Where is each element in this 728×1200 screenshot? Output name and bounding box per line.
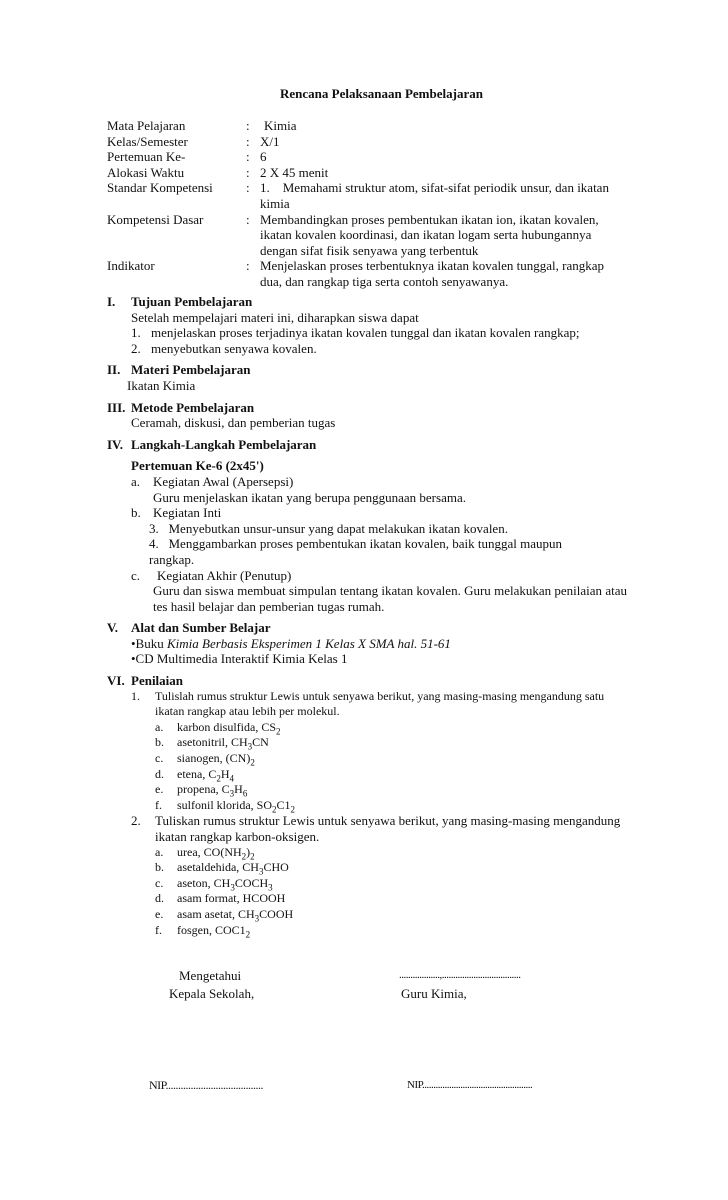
section-body-objectives [107, 310, 627, 357]
question-options [131, 720, 627, 814]
section-heading-assessment [107, 673, 627, 689]
section-body-material: Ikatan Kimia [127, 377, 196, 393]
option-item: b. asetonitril, $CH_3CN$ [155, 735, 269, 752]
objectives-intro: Setelah mempelajari materi ini, diharapkan siswa dapat [131, 309, 419, 325]
section-title: Materi Pembelajaran [131, 362, 251, 378]
info-label: Alokasi Waktu [107, 164, 185, 180]
section-number: V. [107, 620, 118, 636]
list-text: menyebutkan senyawa kovalen. [151, 340, 317, 356]
info-colon: : [246, 164, 250, 180]
document-title: Rencana Pelaksanaan Pembelajaran [280, 86, 483, 101]
question-number: 1. [131, 688, 140, 703]
info-label: Indikator [107, 258, 155, 274]
option-item: d. asam format, HCOOH [155, 891, 286, 906]
info-value: X/1 [260, 133, 280, 149]
info-colon: : [246, 211, 250, 227]
option-item: c. aseton, $CH_3COCH_3$ [155, 875, 273, 893]
list-number: 2. [131, 340, 141, 356]
activity-core [131, 505, 627, 521]
resource-item [131, 636, 627, 652]
place-date-line: ..................,................................... [399, 969, 521, 981]
info-value: 2 X 45 menit [260, 164, 329, 180]
list-item [131, 341, 627, 357]
option-item: d. etena, $C_2H_4$ [155, 766, 234, 784]
section-body-resources [107, 636, 627, 667]
info-label: Kelas/Semester [107, 133, 188, 149]
section-heading-method [107, 400, 627, 416]
info-row-competence [107, 212, 627, 259]
question [131, 813, 627, 844]
section-heading-objectives [107, 294, 627, 310]
activity-title: Kegiatan Inti [153, 505, 222, 521]
teacher-nip: NIP................................................. [407, 1079, 533, 1091]
activity-closing [131, 568, 627, 584]
section-body-steps [107, 452, 627, 614]
section-number: IV. [107, 436, 124, 452]
section-title: Alat dan Sumber Belajar [131, 620, 271, 636]
option-item: a. karbon disulfida, $CS_2$ [155, 719, 281, 737]
activity-title: Kegiatan Awal (Apersepsi) [153, 473, 294, 489]
option-item: e. propena, $C_3H_6$ [155, 782, 248, 799]
info-row-indicator [107, 258, 627, 289]
question-text: Tulislah rumus struktur Lewis untuk senyawa berikut, yang masing-masing mengandung satu ikatan rangkap atau lebih per molekul. [155, 688, 605, 719]
list-text: menjelaskan proses terjadinya ikatan kovalen tunggal dan ikatan kovalen rangkap; [151, 325, 580, 341]
info-row-subject [107, 118, 627, 134]
info-row-standard [107, 180, 627, 211]
section-body-assessment [107, 689, 627, 939]
list-number: 1. [131, 325, 141, 341]
section-title: Tujuan Pembelajaran [131, 294, 253, 309]
info-label: Kompetensi Dasar [107, 211, 204, 227]
info-label: Pertemuan Ke- [107, 149, 186, 165]
info-colon: : [246, 149, 250, 165]
activity-opening [131, 474, 627, 490]
info-value: 6 [260, 149, 267, 165]
meeting-heading: Pertemuan Ke-6 (2x45') [131, 458, 264, 474]
principal-acknowledge: Mengetahui [179, 968, 242, 983]
activity-text: Guru dan siswa membuat simpulan tentang ikatan kovalen. Guru melakukan penilaian atau tes hasil belajar dan pemberian tugas rumah. [153, 583, 627, 614]
info-row-meeting [107, 149, 627, 165]
info-value: Membandingkan proses pembentukan ikatan ion, ikatan kovalen, ikatan kovalen koordinasi, dan ikatan logam serta hubungannya dengan sifat fisik senyawa yang terbentuk [260, 211, 599, 258]
principal-title: Kepala Sekolah, [169, 986, 255, 1001]
section-title: Penilaian [131, 673, 184, 689]
core-item: 4. Menggambarkan proses pembentukan ikatan kovalen, baik tunggal maupun rangkap. [149, 536, 566, 567]
info-block [107, 118, 627, 290]
section-number: I. [107, 294, 116, 309]
activity-title: Kegiatan Akhir (Penutup) [157, 567, 292, 583]
section-heading-resources [107, 620, 627, 636]
section-title: Langkah-Langkah Pembelajaran [131, 436, 317, 452]
option-item: c. sianogen, $(CN)_2$ [155, 751, 255, 768]
info-label: Standar Kompetensi [107, 180, 213, 196]
info-row-class [107, 134, 627, 150]
option-item: e. asam asetat, $CH_3COOH$ [155, 906, 294, 924]
activity-letter: c. [131, 567, 141, 583]
teacher-title: Guru Kimia, [401, 986, 467, 1001]
question-text: Tuliskan rumus struktur Lewis untuk senyawa berikut, yang masing-masing mengandung ikatan rangkap karbon-oksigen. [155, 813, 621, 844]
resource-item: •CD Multimedia Interaktif Kimia Kelas 1 [131, 651, 348, 667]
option-item: f. fosgen, $COC1_2$ [155, 922, 251, 939]
option-item: f. sulfonil klorida, $SO_2C1_2$ [155, 797, 296, 815]
info-colon: : [246, 258, 250, 274]
list-item [131, 325, 627, 341]
activity-letter: a. [131, 473, 141, 489]
section-body-method: Ceramah, diskusi, dan pemberian tugas [131, 415, 336, 431]
info-value: Kimia [264, 118, 297, 133]
info-colon: : [246, 180, 250, 196]
option-item: a. urea, $CO(NH_2)_2$ [155, 844, 255, 861]
info-colon: : [246, 133, 250, 149]
info-value: Menjelaskan proses terbentuknya ikatan kovalen tunggal, rangkap dua, dan rangkap tiga serta contoh senyawanya. [260, 258, 605, 289]
resource-book-title: Kimia Berbasis Eksperimen 1 Kelas X SMA hal. 51-61 [166, 635, 451, 651]
info-colon: : [246, 118, 250, 133]
info-row-time [107, 165, 627, 181]
section-heading-material [107, 362, 627, 378]
sections [107, 294, 627, 938]
section-number: III. [107, 399, 126, 415]
core-item: 3. Menyebutkan unsur-unsur yang dapat melakukan ikatan kovalen. [149, 520, 508, 536]
resource-bullet: •Buku [131, 635, 167, 651]
section-number: II. [107, 362, 121, 378]
section-heading-steps [107, 437, 627, 453]
option-item: b. asetaldehida, $CH_3CHO$ [155, 860, 289, 877]
activity-text: Guru menjelaskan ikatan yang berupa penggunaan bersama. [153, 489, 466, 505]
info-label: Mata Pelajaran [107, 118, 186, 133]
question [131, 689, 627, 720]
section-number: VI. [107, 673, 125, 689]
info-value: 1. Memahami struktur atom, sifat-sifat periodik unsur, dan ikatan kimia [260, 180, 613, 211]
activity-letter: b. [131, 505, 141, 521]
principal-nip: NIP....................................... [149, 1078, 264, 1092]
section-title: Metode Pembelajaran [131, 399, 255, 415]
question-options [131, 845, 627, 939]
question-number: 2. [131, 813, 141, 829]
signature-block [107, 968, 627, 1108]
